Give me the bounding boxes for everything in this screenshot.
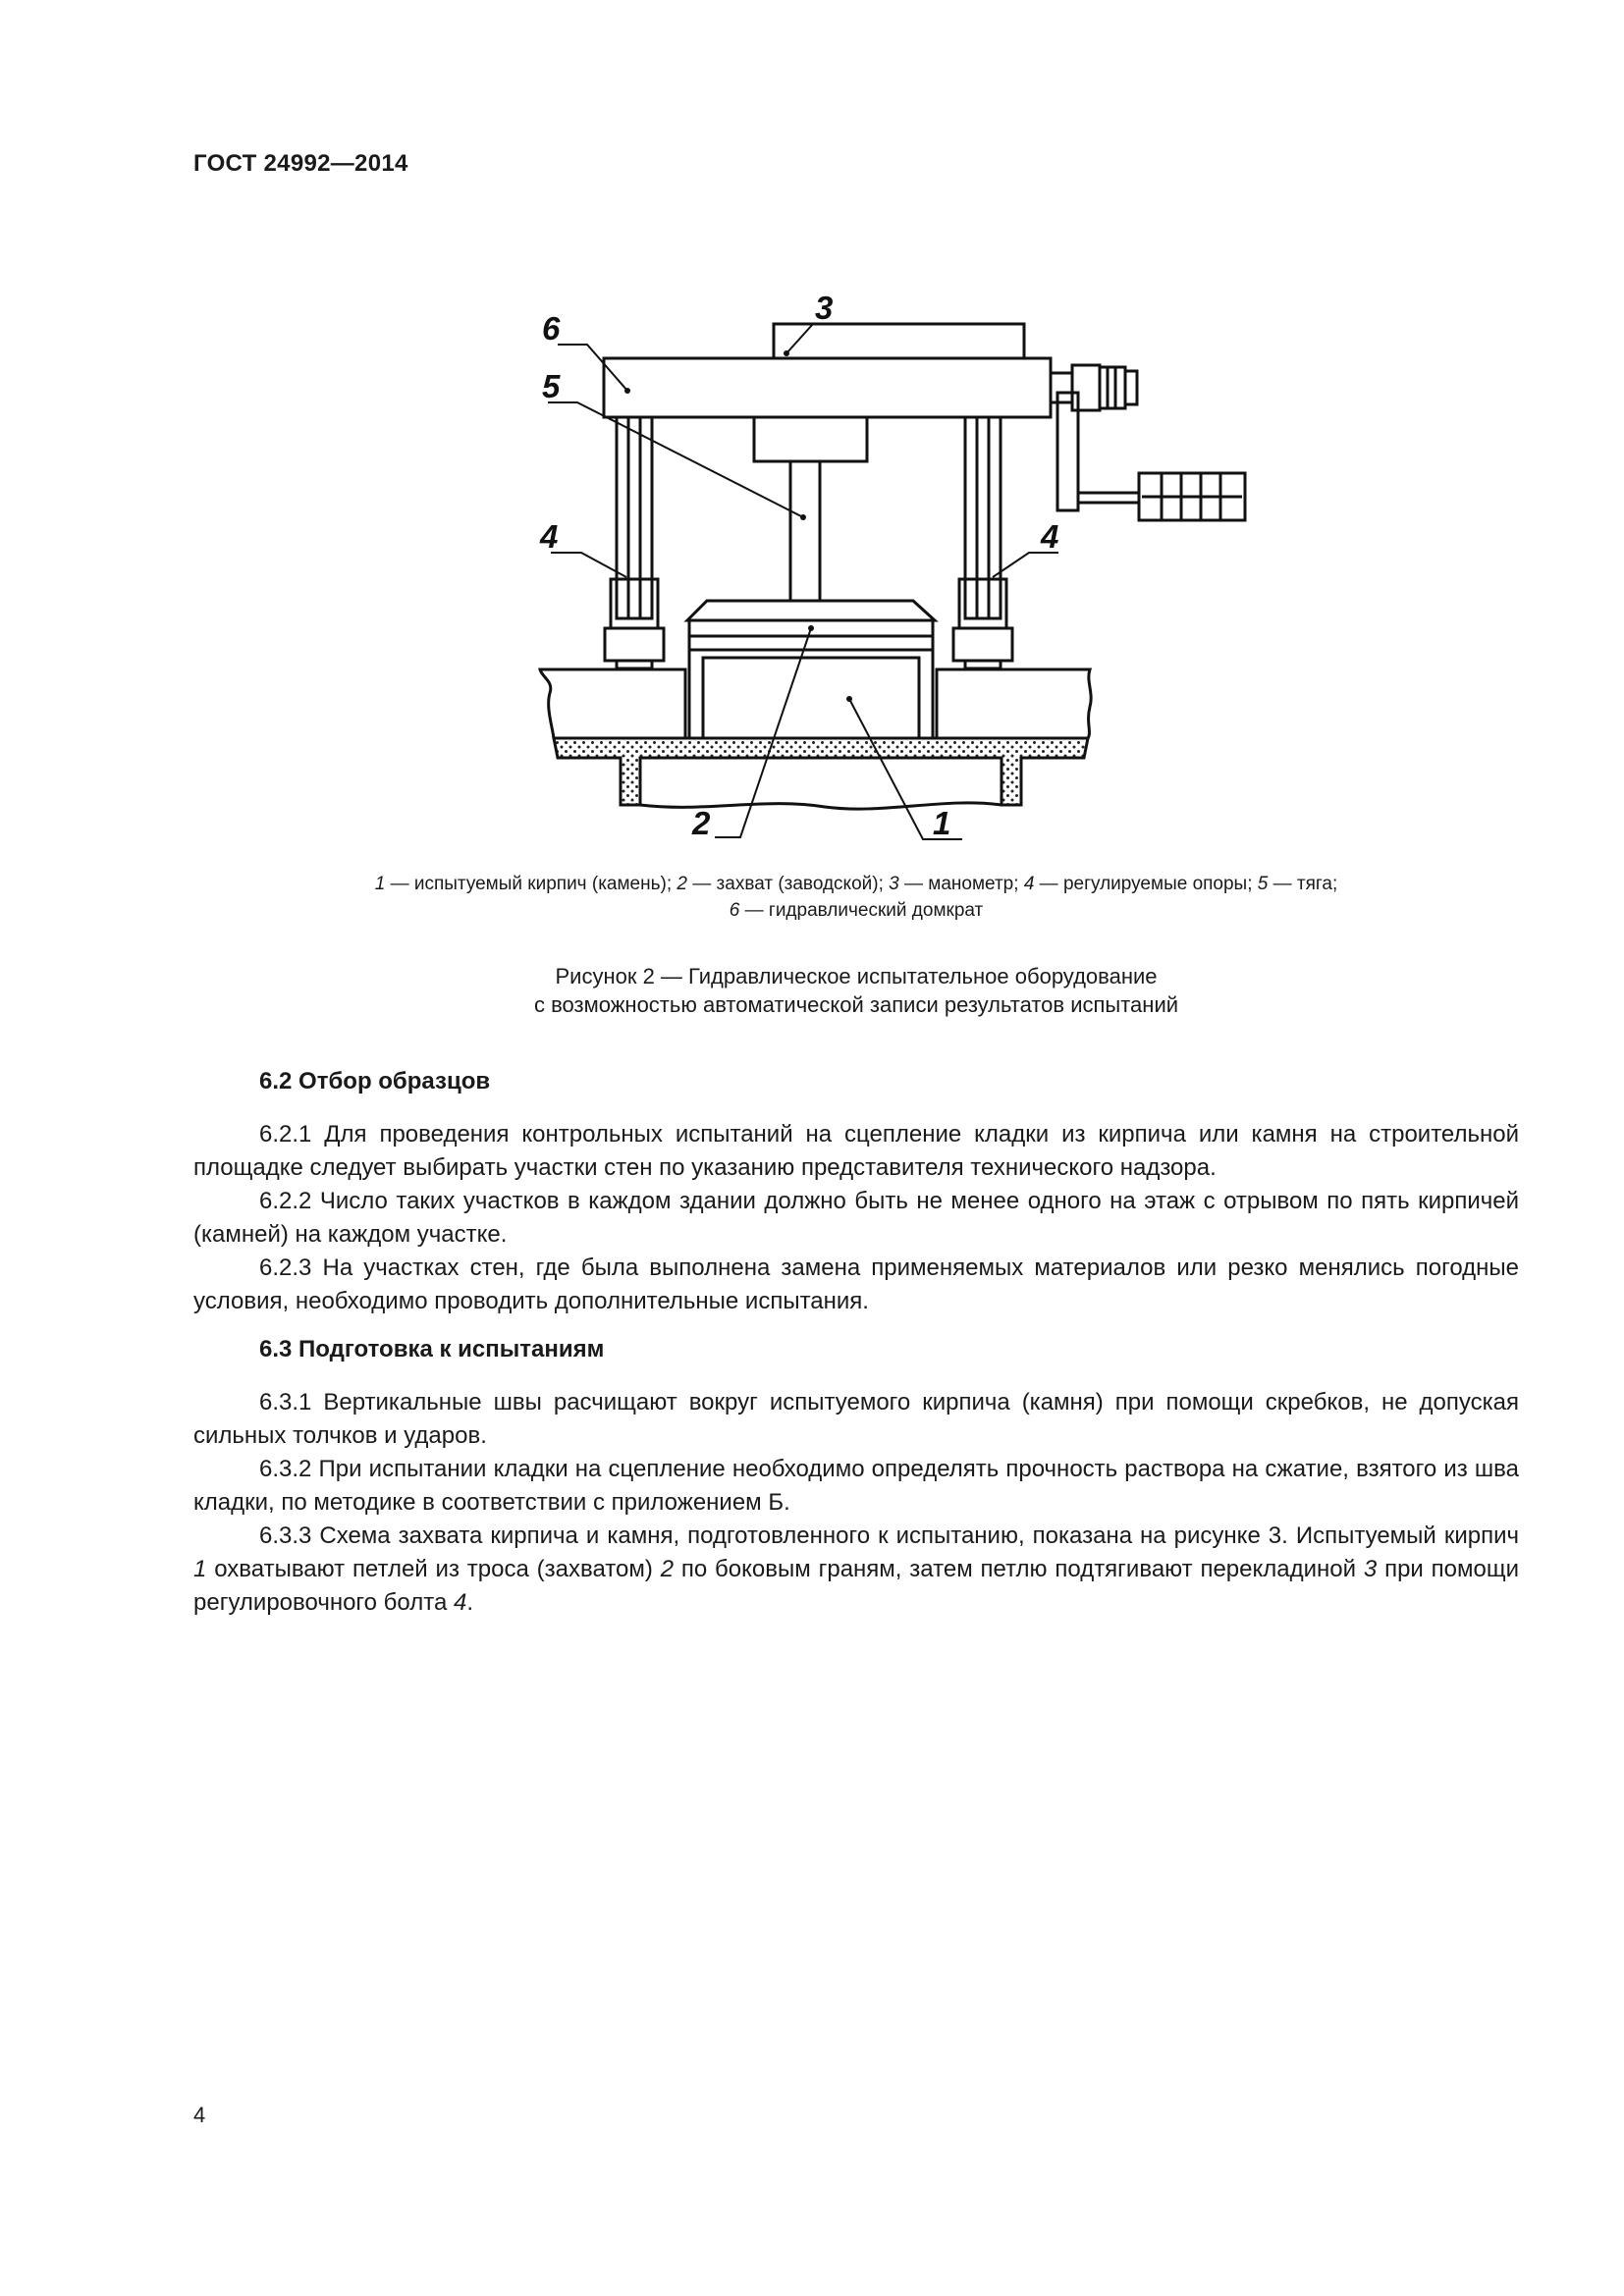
- test-brick: [703, 658, 919, 738]
- section-6-2: [193, 1065, 1519, 1318]
- callout-6: 6: [542, 310, 561, 347]
- section-6-3-heading: 6.3 Подготовка к испытаниям: [259, 1336, 605, 1362]
- paragraph-6-2-3: 6.2.3 На участках стен, где была выполнена замена применяемых материалов или резко менялись погодные условия, необходимо проводить дополнительные испытания.: [193, 1255, 1519, 1314]
- section-6-2-heading: 6.2 Отбор образцов: [259, 1068, 491, 1095]
- callout-4-left: 4: [540, 518, 559, 555]
- gauge-body: [774, 324, 1024, 358]
- p633-ref-4: 4: [453, 1589, 467, 1616]
- legend-text-5: — тяга;: [1268, 874, 1338, 894]
- legend-num-5: 5: [1257, 874, 1269, 894]
- callout-1: 1: [933, 805, 951, 841]
- callout-5: 5: [542, 368, 561, 404]
- caption-line-2: с возможностью автоматической записи результатов испытаний: [533, 992, 1179, 1017]
- p633-ref-3: 3: [1363, 1556, 1378, 1582]
- p633-ref-1: 1: [193, 1556, 207, 1582]
- legend-num-1: 1: [374, 874, 386, 894]
- callout-2: 2: [692, 805, 711, 841]
- callout-3: 3: [815, 290, 834, 326]
- figure-legend: [193, 871, 1519, 924]
- legend-num-3: 3: [889, 874, 899, 894]
- paragraph-6-3-1: 6.3.1 Вертикальные швы расчищают вокруг испытуемого кирпича (камня) при помощи скребков, не допуская сильных толчков и ударов.: [193, 1389, 1519, 1449]
- section-6-3: [193, 1333, 1519, 1620]
- legend-num-2: 2: [677, 874, 687, 894]
- figure-drawing: [511, 245, 1267, 844]
- mortar-joint: [554, 738, 1088, 805]
- legend-text-1: — испытуемый кирпич (камень);: [385, 874, 677, 894]
- legend-text-6: — гидравлический домкрат: [739, 900, 984, 921]
- paragraph-6-2-2: 6.2.2 Число таких участков в каждом здании должно быть не менее одного на этаж с отрывом по пять кирпичей (камней) на каждом участке.: [193, 1188, 1519, 1248]
- p633-part-a: 6.3.3 Схема захвата кирпича и камня, подготовленного к испытанию, показана на рисунке 3. Испытуемый кирпич: [259, 1522, 1519, 1549]
- legend-text-3: — манометр;: [898, 874, 1024, 894]
- figure-hydraulic-equipment: [511, 245, 1267, 844]
- callout-4-right: 4: [1041, 518, 1059, 555]
- document-header: ГОСТ 24992—2014: [193, 150, 408, 177]
- paragraph-6-3-2: 6.3.2 При испытании кладки на сцепление необходимо определять прочность раствора на сжатие, взятого из шва кладки, по методике в соответствии с приложением Б.: [193, 1456, 1519, 1516]
- p633-part-b: охватывают петлей из троса (захватом): [206, 1556, 661, 1582]
- legend-num-6: 6: [729, 900, 740, 921]
- jack-beam: [604, 358, 1051, 417]
- paragraph-6-3-3: [193, 1520, 1519, 1620]
- page-number: 4: [193, 2103, 206, 2127]
- p633-part-c: по боковым граням, затем петлю подтягивают перекладиной: [674, 1556, 1364, 1582]
- grip-head: [687, 601, 935, 620]
- legend-text-2: — захват (заводской);: [686, 874, 890, 894]
- paragraph-6-2-1: 6.2.1 Для проведения контрольных испытаний на сцепление кладки из кирпича или камня на строительной площадке следует выбирать участки стен по указанию представителя технического надзора.: [193, 1121, 1519, 1181]
- p633-part-e: .: [466, 1589, 474, 1616]
- figure-caption: [193, 962, 1519, 1019]
- p633-part-d: при помощи регулировочного болта: [193, 1556, 1519, 1616]
- p633-ref-2: 2: [660, 1556, 675, 1582]
- caption-line-1: Рисунок 2 — Гидравлическое испытательное оборудование: [555, 964, 1158, 988]
- legend-num-4: 4: [1023, 874, 1035, 894]
- legend-text-4: — регулируемые опоры;: [1034, 874, 1258, 894]
